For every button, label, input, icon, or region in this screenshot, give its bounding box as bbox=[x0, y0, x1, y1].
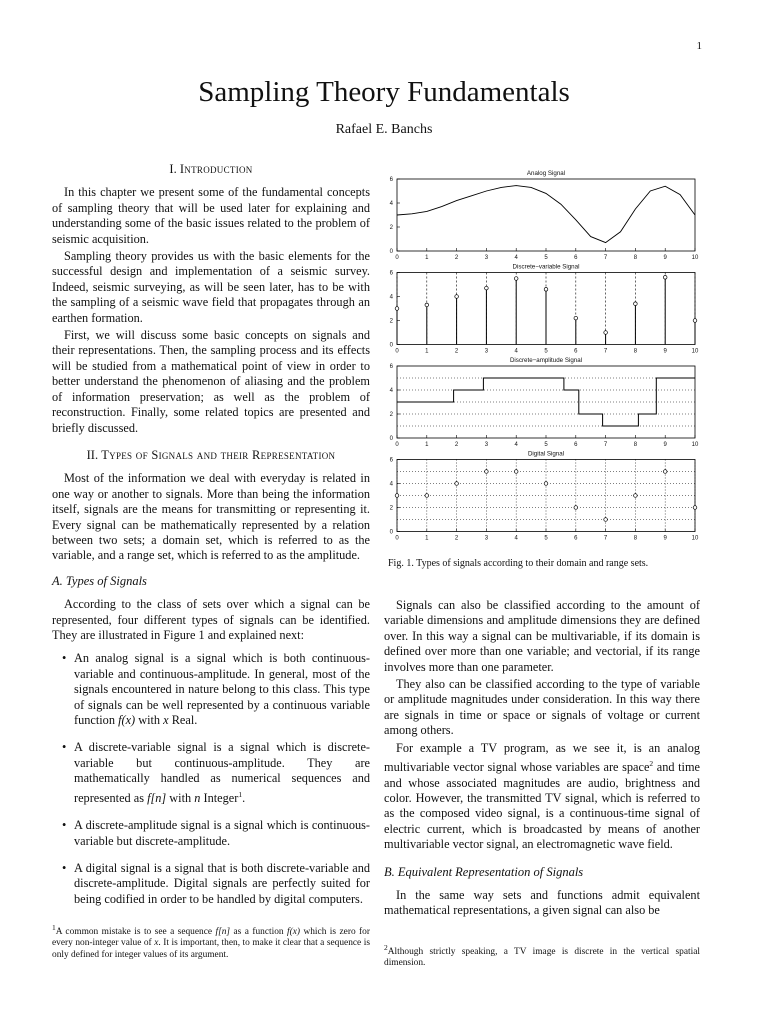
list-item: • A discrete-variable signal is a signal which is discrete-variable but continuous-amplitude. They are mathematically handled as numerical sequences and represented as f[n] with n Integer$^1$. bbox=[74, 740, 370, 806]
x-tick-label: 8 bbox=[633, 348, 638, 355]
signal-type-list bbox=[52, 651, 370, 907]
y-tick-label: 0 bbox=[389, 342, 393, 349]
x-tick-label: 0 bbox=[395, 535, 399, 542]
subplot-1 bbox=[390, 170, 699, 261]
paragraph: Sampling theory provides us with the basic elements for the successful design and implementation of a seismic survey. Indeed, seismic surveying, as will be seen later, has to be with the sampling of a seismic wave field that propagates through an earthen formation. bbox=[52, 249, 370, 325]
x-tick-label: 4 bbox=[514, 255, 518, 261]
footnote-1: $^1$A common mistake is to see a sequence f[n] as a function f(x) which is zero for every non-integer value of x. It is important, then, to make it clear that a sequence is only defined for integer values of its argument. bbox=[52, 923, 370, 960]
list-item: • A discrete-amplitude signal is a signal which is continuous-variable but discrete-amplitude. bbox=[74, 818, 370, 849]
figure-signal-types bbox=[382, 166, 704, 552]
y-tick-label: 0 bbox=[389, 249, 393, 255]
subsection-heading-b: B. Equivalent Representation of Signals bbox=[384, 864, 584, 879]
digital-sample-point bbox=[425, 494, 429, 498]
subsection-heading-a: A. Types of Signals bbox=[52, 573, 147, 588]
y-tick-label: 4 bbox=[389, 294, 393, 301]
chart-title: Digital Signal bbox=[527, 450, 565, 458]
x-tick-label: 10 bbox=[691, 255, 699, 261]
x-tick-label: 5 bbox=[544, 348, 548, 355]
y-tick-label: 2 bbox=[389, 505, 393, 512]
paragraph: In this chapter we present some of the fundamental concepts of sampling theory that will be used later for explaining and understanding some of the basic issues related to the problem of seismic acquisition. bbox=[52, 185, 370, 246]
section-heading-introduction bbox=[52, 162, 370, 177]
y-tick-label: 0 bbox=[389, 529, 393, 536]
figure-caption: Fig. 1. Types of signals according to their domain and range sets. bbox=[388, 558, 649, 569]
plot-frame bbox=[397, 179, 695, 251]
stem-marker bbox=[544, 288, 548, 292]
paragraph: For example a TV program, as we see it, is an analog multivariable vector signal whose variables are space$^2$ and time and whose associated magnitudes are audio, brightness and color. However, the transmitted TV signal, which is referred to as the composed video signal, is a continuous-time signal of electric current, which is broadcasted by means of another multivariable vector signal, an electromagnetic wave field. bbox=[384, 740, 700, 852]
y-tick-label: 6 bbox=[389, 177, 393, 183]
digital-sample-point bbox=[693, 506, 697, 510]
signal-curve bbox=[397, 186, 695, 243]
x-tick-label: 7 bbox=[603, 255, 608, 261]
digital-sample-point bbox=[514, 470, 518, 474]
x-tick-label: 9 bbox=[663, 535, 667, 542]
x-tick-label: 6 bbox=[574, 442, 578, 448]
y-tick-label: 2 bbox=[389, 225, 393, 231]
x-tick-label: 8 bbox=[633, 255, 638, 261]
x-tick-label: 6 bbox=[574, 255, 578, 261]
x-tick-label: 3 bbox=[484, 535, 489, 542]
list-item: • An analog signal is a signal which is both continuous-variable and continuous-amplitude. In general, most of the signals encountered in nature belong to this class. This type of signals can be well represented by a continuous variable function f(x) with x Real. bbox=[74, 651, 370, 728]
x-tick-label: 4 bbox=[514, 442, 518, 448]
x-tick-label: 3 bbox=[484, 348, 489, 355]
section-number: II. bbox=[86, 447, 99, 462]
stem-marker bbox=[395, 307, 399, 311]
paragraph: Signals can also be classified according to the amount of variable dimensions and amplitude dimensions they are defined over. In this way a signal can be multivariable, if its domain is defined over more than one variable; and vectorial, if its range involves more than one parameter. bbox=[384, 598, 700, 674]
footnote-marker: 1 bbox=[52, 923, 56, 932]
x-tick-label: 2 bbox=[454, 535, 459, 542]
stem-marker bbox=[663, 276, 667, 280]
chart-title: Discrete−variable Signal bbox=[512, 263, 580, 271]
x-tick-label: 3 bbox=[484, 442, 489, 448]
y-tick-label: 0 bbox=[389, 436, 393, 442]
x-tick-label: 10 bbox=[691, 442, 699, 448]
x-tick-label: 4 bbox=[514, 348, 518, 355]
x-tick-label: 9 bbox=[663, 348, 667, 355]
author-name: Rafael E. Banchs bbox=[335, 122, 433, 137]
stem-marker bbox=[634, 302, 638, 306]
digital-sample-point bbox=[395, 494, 399, 498]
y-tick-label: 6 bbox=[389, 364, 393, 370]
section-number: I. bbox=[169, 162, 177, 176]
subplot-2 bbox=[390, 264, 699, 355]
digital-sample-point bbox=[455, 482, 459, 486]
list-item: • A digital signal is a signal that is both discrete-variable and discrete-amplitude. Digital signals are perfectly suited for being codified in order to be handled by digital computers. bbox=[74, 861, 370, 907]
digital-sample-point bbox=[544, 482, 548, 486]
digital-sample-point bbox=[634, 494, 638, 498]
x-tick-label: 9 bbox=[663, 255, 667, 261]
x-tick-label: 0 bbox=[395, 255, 399, 261]
x-tick-label: 10 bbox=[691, 348, 699, 355]
footnote-marker: 2 bbox=[384, 943, 388, 952]
y-tick-label: 2 bbox=[389, 318, 393, 325]
stem-marker bbox=[693, 319, 697, 323]
x-tick-label: 1 bbox=[425, 535, 429, 542]
x-tick-label: 3 bbox=[484, 255, 489, 261]
x-tick-label: 5 bbox=[544, 535, 548, 542]
paragraph: First, we will discuss some basic concepts on signals and their representations. Then, the sampling process and its effects will be studied from a mathematical point of view in order to better understand the phenomenon of aliasing and the problem of information preservation; as well as the problem of reconstruction. Finally, some related topics are presented and briefly discussed. bbox=[52, 328, 370, 435]
y-tick-label: 4 bbox=[389, 201, 393, 207]
x-tick-label: 6 bbox=[574, 535, 578, 542]
y-tick-label: 6 bbox=[389, 457, 393, 464]
x-tick-label: 1 bbox=[425, 255, 429, 261]
x-tick-label: 0 bbox=[395, 442, 399, 448]
x-tick-label: 1 bbox=[425, 348, 429, 355]
paragraph: Most of the information we deal with everyday is related in one way or another to signals. More than being the information itself, signals are the means for transmitting or representing it. Every signal can be mathematically represented by a relation between two sets; a domain set, which is referred to as the variable, and a range set, which is referred to as the amplitude. bbox=[52, 471, 370, 563]
page-number: 1 bbox=[696, 40, 702, 52]
stem-marker bbox=[514, 277, 518, 281]
x-tick-label: 2 bbox=[454, 348, 459, 355]
x-tick-label: 7 bbox=[603, 348, 608, 355]
x-tick-label: 0 bbox=[395, 348, 399, 355]
subplot-3 bbox=[390, 357, 699, 448]
x-tick-label: 9 bbox=[663, 442, 667, 448]
stem-marker bbox=[485, 286, 489, 290]
x-tick-label: 8 bbox=[633, 442, 638, 448]
x-tick-label: 5 bbox=[544, 442, 548, 448]
x-tick-label: 2 bbox=[454, 255, 459, 261]
chart-title: Discrete−amplitude Signal bbox=[509, 357, 583, 364]
footnote-marker: 2 bbox=[649, 759, 654, 769]
y-tick-label: 6 bbox=[389, 270, 393, 277]
step-curve bbox=[397, 378, 695, 426]
section-heading-types bbox=[52, 448, 370, 463]
paragraph: They also can be classified according to the type of variable or amplitude magnitudes under consideration. In this way there are signals in time or space or signals of voltage or current among others. bbox=[384, 677, 700, 738]
stem-marker bbox=[574, 316, 578, 320]
x-tick-label: 8 bbox=[633, 535, 638, 542]
digital-sample-point bbox=[485, 470, 489, 474]
x-tick-label: 2 bbox=[454, 442, 459, 448]
subplot-4 bbox=[390, 451, 699, 542]
x-tick-label: 10 bbox=[691, 535, 699, 542]
chart-title: Analog Signal bbox=[526, 170, 566, 177]
digital-sample-point bbox=[663, 470, 667, 474]
digital-sample-point bbox=[604, 518, 608, 522]
stem-marker bbox=[455, 295, 459, 299]
stem-marker bbox=[604, 331, 608, 335]
left-column bbox=[52, 162, 370, 919]
x-tick-label: 5 bbox=[544, 255, 548, 261]
x-tick-label: 7 bbox=[603, 442, 608, 448]
y-tick-label: 2 bbox=[389, 412, 393, 418]
right-column bbox=[384, 598, 700, 919]
footnote-2: $^2$Although strictly speaking, a TV image is discrete in the vertical spatial dimension. bbox=[384, 943, 700, 969]
x-tick-label: 6 bbox=[574, 348, 578, 355]
digital-sample-point bbox=[574, 506, 578, 510]
paragraph: In the same way sets and functions admit equivalent mathematical representations, a given signal can also be bbox=[384, 888, 700, 918]
section-title: Introduction bbox=[179, 162, 253, 176]
x-tick-label: 4 bbox=[514, 535, 518, 542]
stem-marker bbox=[425, 303, 429, 307]
paragraph: According to the class of sets over which a signal can be represented, four different types of signals can be identified. They are illustrated in Figure 1 and explained next: bbox=[52, 597, 370, 642]
footnote-marker: 1 bbox=[238, 789, 243, 799]
y-tick-label: 4 bbox=[389, 481, 393, 488]
y-tick-label: 4 bbox=[389, 388, 393, 394]
paper-title: Sampling Theory Fundamentals bbox=[198, 76, 570, 108]
x-tick-label: 1 bbox=[425, 442, 429, 448]
x-tick-label: 7 bbox=[603, 535, 608, 542]
section-title: Types of Signals and their Representation bbox=[101, 447, 336, 462]
